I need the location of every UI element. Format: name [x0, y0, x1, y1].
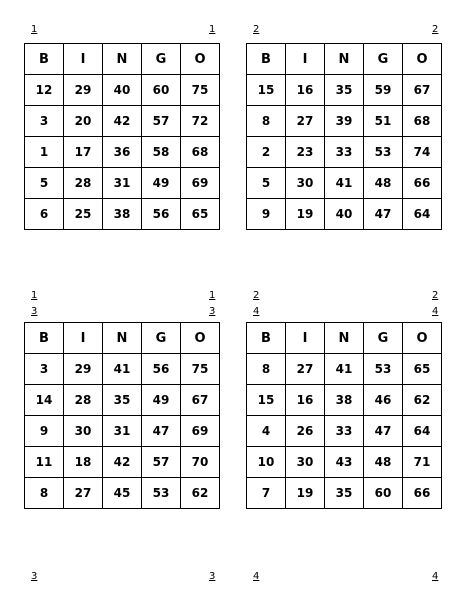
page-label: 1: [209, 290, 216, 301]
bingo-cell: 66: [403, 478, 442, 509]
page-label: 2: [432, 290, 439, 301]
bingo-cell: 48: [364, 447, 403, 478]
bingo-row: [247, 168, 442, 199]
bingo-cell: 30: [286, 447, 325, 478]
bingo-cell: 31: [103, 416, 142, 447]
bingo-cell: 49: [142, 385, 181, 416]
bingo-cell: 35: [325, 478, 364, 509]
bingo-cell: 33: [325, 137, 364, 168]
bingo-header-letter: O: [403, 44, 442, 75]
bingo-row: [25, 447, 220, 478]
bingo-cell: 53: [364, 354, 403, 385]
bingo-cell: 28: [64, 385, 103, 416]
bingo-row: [247, 106, 442, 137]
page-label: 2: [432, 24, 439, 35]
bingo-cell: 42: [103, 106, 142, 137]
bingo-cell: 49: [142, 168, 181, 199]
bingo-cell: 65: [403, 354, 442, 385]
bingo-cell: 71: [403, 447, 442, 478]
page-label: 4: [253, 571, 260, 582]
bingo-header-letter: G: [364, 323, 403, 354]
bingo-cell: 40: [325, 199, 364, 230]
bingo-cell: 5: [247, 168, 286, 199]
bingo-cell: 35: [325, 75, 364, 106]
bingo-cell: 58: [142, 137, 181, 168]
bingo-cell: 69: [181, 416, 220, 447]
bingo-row: [25, 106, 220, 137]
bingo-header-letter: O: [403, 323, 442, 354]
bingo-cell: 66: [403, 168, 442, 199]
bingo-cell: 57: [142, 447, 181, 478]
bingo-cell: 72: [181, 106, 220, 137]
bingo-cell: 4: [247, 416, 286, 447]
bingo-cell: 39: [325, 106, 364, 137]
bingo-cell: 47: [142, 416, 181, 447]
bingo-cell: 26: [286, 416, 325, 447]
bingo-cell: 27: [286, 106, 325, 137]
bingo-cell: 45: [103, 478, 142, 509]
bingo-cell: 60: [142, 75, 181, 106]
bingo-cell: 17: [64, 137, 103, 168]
bingo-cell: 36: [103, 137, 142, 168]
page-label: 2: [253, 290, 260, 301]
bingo-row: [25, 199, 220, 230]
bingo-header-letter: G: [142, 44, 181, 75]
bingo-cell: 69: [181, 168, 220, 199]
bingo-cell: 47: [364, 416, 403, 447]
bingo-cell: 31: [103, 168, 142, 199]
bingo-cell: 67: [403, 75, 442, 106]
bingo-row: [247, 447, 442, 478]
bingo-row: [25, 385, 220, 416]
bingo-cell: 53: [142, 478, 181, 509]
page-label: 4: [253, 306, 260, 317]
bingo-cell: 65: [181, 199, 220, 230]
bingo-header-letter: B: [247, 44, 286, 75]
bingo-row: [247, 137, 442, 168]
bingo-cell: 2: [247, 137, 286, 168]
page-label: 4: [432, 306, 439, 317]
bingo-cell: 30: [286, 168, 325, 199]
bingo-cell: 70: [181, 447, 220, 478]
bingo-cell: 75: [181, 75, 220, 106]
bingo-cell: 3: [25, 354, 64, 385]
page-label: 4: [432, 571, 439, 582]
bingo-cell: 8: [247, 354, 286, 385]
bingo-header-letter: N: [325, 44, 364, 75]
bingo-cell: 1: [25, 137, 64, 168]
bingo-cell: 5: [25, 168, 64, 199]
bingo-cell: 23: [286, 137, 325, 168]
bingo-cell: 8: [25, 478, 64, 509]
bingo-card: [246, 43, 442, 230]
bingo-cell: 27: [286, 354, 325, 385]
bingo-cell: 64: [403, 416, 442, 447]
bingo-cell: 11: [25, 447, 64, 478]
bingo-cell: 10: [247, 447, 286, 478]
bingo-header-letter: G: [364, 44, 403, 75]
bingo-cell: 35: [103, 385, 142, 416]
bingo-cell: 75: [181, 354, 220, 385]
bingo-row: [247, 354, 442, 385]
page-label: 3: [31, 306, 38, 317]
bingo-header-letter: I: [286, 44, 325, 75]
bingo-row: [247, 478, 442, 509]
bingo-cell: 20: [64, 106, 103, 137]
page-label: 3: [209, 306, 216, 317]
bingo-cell: 27: [64, 478, 103, 509]
bingo-row: [25, 137, 220, 168]
bingo-cell: 29: [64, 75, 103, 106]
bingo-cell: 40: [103, 75, 142, 106]
bingo-cell: 41: [325, 168, 364, 199]
bingo-row: [25, 168, 220, 199]
bingo-cell: 42: [103, 447, 142, 478]
bingo-header-letter: O: [181, 323, 220, 354]
bingo-header-letter: I: [64, 323, 103, 354]
bingo-cell: 57: [142, 106, 181, 137]
bingo-header-letter: B: [25, 323, 64, 354]
bingo-row: [25, 478, 220, 509]
bingo-cell: 16: [286, 75, 325, 106]
page-label: 3: [31, 571, 38, 582]
bingo-cell: 64: [403, 199, 442, 230]
bingo-cell: 62: [181, 478, 220, 509]
bingo-cell: 19: [286, 199, 325, 230]
page-label: 2: [253, 24, 260, 35]
page-label: 1: [31, 24, 38, 35]
bingo-cell: 38: [103, 199, 142, 230]
bingo-cell: 60: [364, 478, 403, 509]
bingo-row: [247, 199, 442, 230]
bingo-cell: 9: [25, 416, 64, 447]
bingo-cell: 51: [364, 106, 403, 137]
bingo-header-letter: B: [247, 323, 286, 354]
bingo-card: [24, 322, 220, 509]
bingo-cell: 62: [403, 385, 442, 416]
bingo-cell: 29: [64, 354, 103, 385]
bingo-cell: 28: [64, 168, 103, 199]
bingo-cell: 38: [325, 385, 364, 416]
bingo-header-letter: I: [286, 323, 325, 354]
bingo-header-letter: B: [25, 44, 64, 75]
bingo-cell: 56: [142, 354, 181, 385]
bingo-cell: 25: [64, 199, 103, 230]
bingo-row: [25, 416, 220, 447]
bingo-cell: 59: [364, 75, 403, 106]
bingo-row: [247, 416, 442, 447]
bingo-header-row: [25, 44, 220, 75]
bingo-cell: 41: [103, 354, 142, 385]
bingo-cell: 30: [64, 416, 103, 447]
bingo-cell: 15: [247, 75, 286, 106]
bingo-row: [247, 75, 442, 106]
bingo-cell: 43: [325, 447, 364, 478]
bingo-header-letter: N: [325, 323, 364, 354]
bingo-cell: 33: [325, 416, 364, 447]
bingo-header-letter: I: [64, 44, 103, 75]
bingo-cell: 14: [25, 385, 64, 416]
bingo-cell: 41: [325, 354, 364, 385]
bingo-cell: 53: [364, 137, 403, 168]
bingo-header-row: [247, 44, 442, 75]
bingo-header-letter: O: [181, 44, 220, 75]
page-label: 3: [209, 571, 216, 582]
bingo-row: [247, 385, 442, 416]
bingo-cell: 3: [25, 106, 64, 137]
bingo-header-letter: N: [103, 44, 142, 75]
bingo-cell: 19: [286, 478, 325, 509]
bingo-cell: 6: [25, 199, 64, 230]
bingo-cell: 46: [364, 385, 403, 416]
bingo-header-letter: G: [142, 323, 181, 354]
bingo-row: [25, 75, 220, 106]
bingo-row: [25, 354, 220, 385]
bingo-cell: 7: [247, 478, 286, 509]
bingo-header-letter: N: [103, 323, 142, 354]
bingo-cell: 16: [286, 385, 325, 416]
bingo-cell: 12: [25, 75, 64, 106]
bingo-cell: 67: [181, 385, 220, 416]
bingo-cell: 15: [247, 385, 286, 416]
page-label: 1: [31, 290, 38, 301]
bingo-card: [246, 322, 442, 509]
bingo-card: [24, 43, 220, 230]
bingo-header-row: [25, 323, 220, 354]
bingo-cell: 48: [364, 168, 403, 199]
bingo-cell: 47: [364, 199, 403, 230]
bingo-cell: 56: [142, 199, 181, 230]
page-label: 1: [209, 24, 216, 35]
bingo-cell: 9: [247, 199, 286, 230]
bingo-cell: 74: [403, 137, 442, 168]
bingo-cell: 68: [403, 106, 442, 137]
bingo-cell: 8: [247, 106, 286, 137]
bingo-header-row: [247, 323, 442, 354]
bingo-cell: 18: [64, 447, 103, 478]
bingo-cell: 68: [181, 137, 220, 168]
